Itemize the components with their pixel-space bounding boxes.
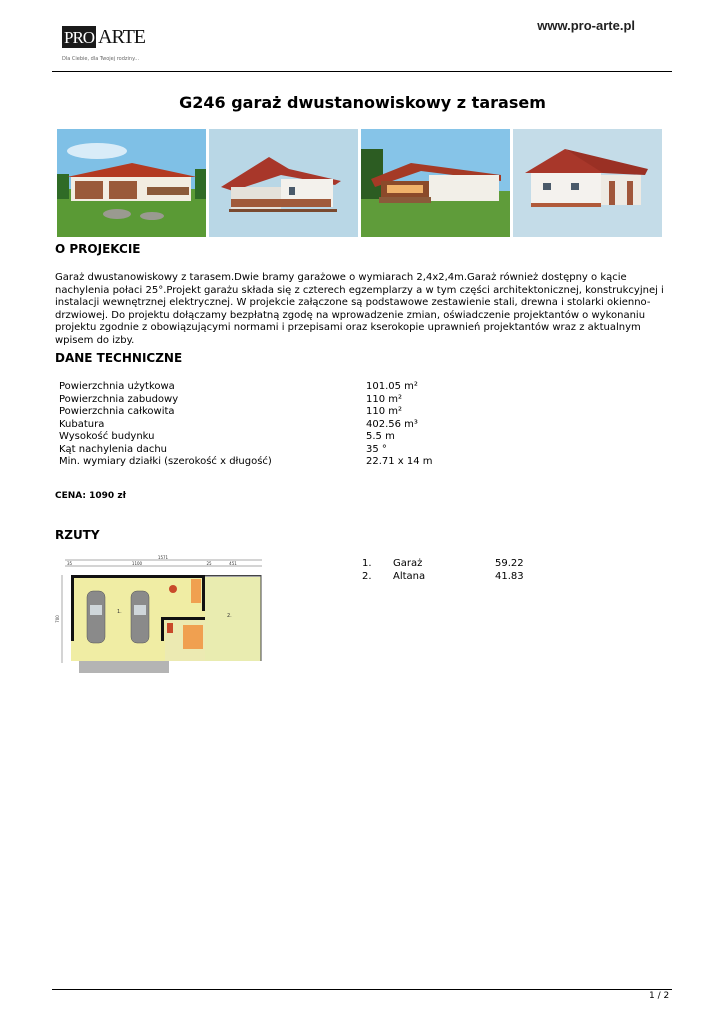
dim-garage: 1100	[131, 561, 143, 566]
tech-row	[59, 381, 659, 394]
room-area: 59.22	[495, 558, 524, 569]
render-porch-view[interactable]	[209, 129, 358, 237]
room-area: 41.83	[495, 570, 524, 582]
about-text: Garaż dwustanowiskowy z tarasem.Dwie bramy garażowe o wymiarach 2,4x2,4m.Garaż również dostępny o kącie nachylenia połaci 25°.Projekt garażu składa się z czterech egzemplarzy a w tym części architektonicznej, konstrukcyjnej i instalacji wewnętrznej elektrycznej. W projekcie załączone są podstawowe zestawienie stali, drewna i stolarki okienno-drzwiowej. Do projektu dołączamy bezpłatną zgodę na wprowadzenie zmian, oświadczenie projektantów o wykonaniu projektu zgodnie z obowiązującymi normami i przepisami oraz kserokopie uprawnień projektantów wraz z aktualnym wpisem do izby.	[55, 272, 664, 346]
room-num: 1.	[362, 558, 372, 569]
tech-value: 35 °	[366, 443, 387, 455]
tech-label: Kubatura	[59, 418, 105, 430]
dim-terrace: 451	[229, 561, 237, 566]
room-name: Garaż	[393, 558, 423, 569]
tech-label: Kąt nachylenia dachu	[59, 443, 168, 455]
plan-label-2: 2.	[227, 613, 232, 619]
page-number: 1 / 2	[649, 991, 670, 1001]
site-url-link[interactable]: www.pro-arte.pl	[537, 18, 635, 33]
plan-label-1: 1.	[117, 609, 122, 615]
render-side-view[interactable]	[361, 129, 510, 237]
tech-row	[59, 456, 659, 469]
plans-heading: RZUTY	[55, 528, 100, 542]
render-front-view[interactable]	[57, 129, 206, 237]
page-title: G246 garaż dwustanowiskowy z tarasem	[179, 93, 546, 112]
price-label: CENA: 1090 zł	[55, 491, 126, 501]
tech-value: 5.5 m	[366, 431, 395, 442]
dim-left: 35	[67, 561, 73, 566]
footer-divider	[52, 989, 672, 990]
dim-wall: 25	[206, 561, 212, 566]
tech-row	[59, 406, 659, 419]
tech-label: Wysokość budynku	[59, 431, 155, 442]
tech-value: 110 m²	[366, 406, 403, 417]
logo[interactable]	[62, 22, 152, 66]
tech-value: 22.71 x 14 m	[366, 456, 433, 467]
logo-tagline: Dla Ciebie, dla Twojej rodziny...	[62, 56, 140, 62]
tech-label: Powierzchnia użytkowa	[59, 381, 175, 392]
tech-value: 101.05 m²	[366, 381, 418, 392]
tech-row	[59, 444, 659, 457]
tech-label: Min. wymiary działki (szerokość x długość)	[59, 456, 272, 467]
logo-pro-text: PRO	[64, 28, 95, 47]
room-num: 2.	[362, 570, 372, 582]
tech-label: Powierzchnia zabudowy	[59, 393, 179, 405]
tech-label: Powierzchnia całkowita	[59, 406, 175, 417]
tech-row	[59, 394, 659, 407]
header-divider	[52, 71, 672, 72]
tech-row	[59, 419, 659, 432]
technical-heading: DANE TECHNICZNE	[55, 351, 183, 365]
dim-total: 1571	[157, 555, 169, 560]
tech-row	[59, 431, 659, 444]
render-rear-view[interactable]	[513, 129, 662, 237]
about-heading: O PROJEKCIE	[55, 242, 141, 256]
floor-plan[interactable]	[55, 555, 270, 675]
tech-value: 110 m²	[366, 393, 403, 405]
tech-value: 402.56 m³	[366, 418, 418, 430]
room-name: Altana	[393, 570, 426, 582]
logo-arte-text: ARTE	[98, 26, 146, 48]
dim-depth: 700	[55, 615, 60, 623]
